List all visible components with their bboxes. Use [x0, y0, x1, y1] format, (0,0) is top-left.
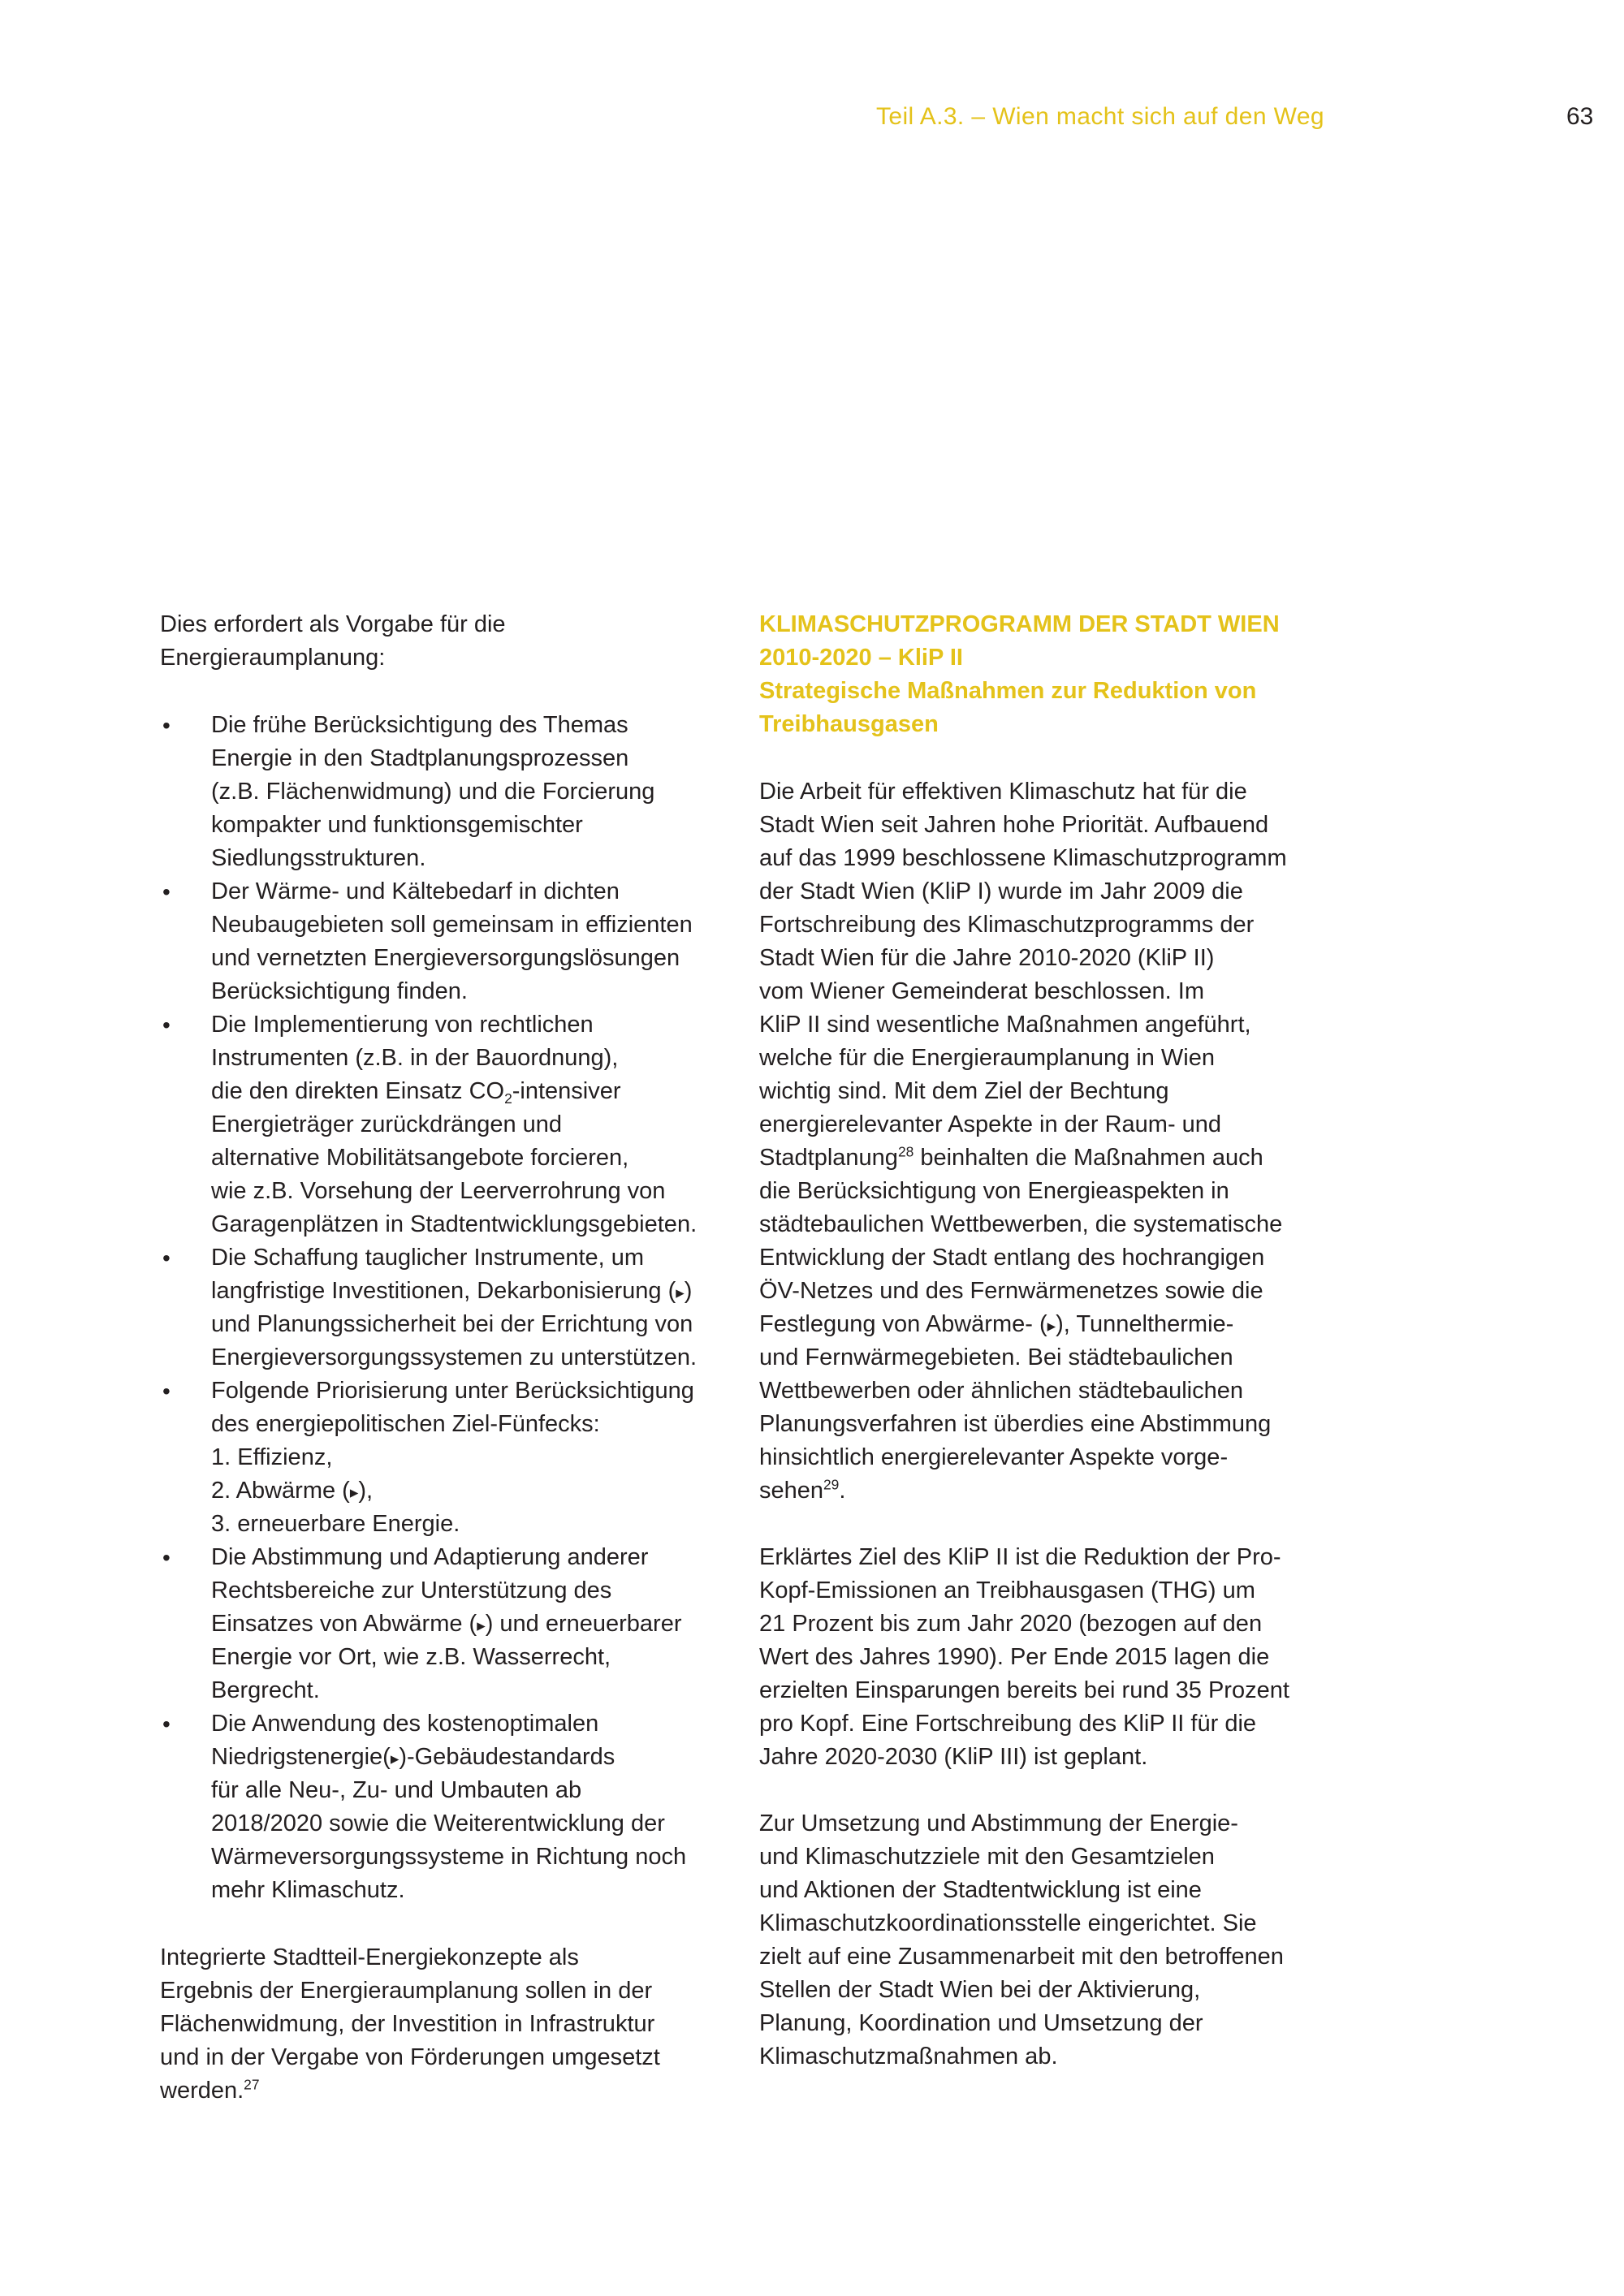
text-line: und Fernwärmegebieten. Bei städtebaulichen [759, 1344, 1233, 1370]
arrow-icon: ▸ [1047, 1317, 1056, 1336]
footnote-ref: 28 [897, 1143, 914, 1160]
footnote-ref: 29 [823, 1476, 840, 1493]
text-line: 2. Abwärme (▸), [211, 1478, 374, 1504]
text-line: Die Schaffung tauglicher Instrumente, um [211, 1245, 645, 1271]
bullet-marker: • [162, 713, 171, 738]
text-line: und Aktionen der Stadtentwicklung ist eine [759, 1877, 1202, 1903]
text-line: Festlegung von Abwärme- (▸), Tunnelthermie- [759, 1311, 1234, 1337]
bullet-marker: • [162, 1012, 171, 1038]
bullet-marker: • [162, 1711, 171, 1737]
text-line: Stadt Wien seit Jahren hohe Priorität. Aufbauend [759, 812, 1269, 838]
text-line: kompakter und funktionsgemischter [211, 812, 583, 838]
text-line: Folgende Priorisierung unter Berücksichtigung [211, 1378, 694, 1404]
text-line: Klimaschutzmaßnahmen ab. [759, 2044, 1058, 2069]
text-line: hinsichtlich energierelevanter Aspekte vorge- [759, 1444, 1229, 1470]
text-line: Siedlungsstrukturen. [211, 845, 426, 871]
heading-line: 2010-2020 – KliP II [759, 645, 963, 671]
text-line: energierelevanter Aspekte in der Raum- und [759, 1111, 1222, 1137]
text-line: Der Wärme- und Kältebedarf in dichten [211, 878, 620, 904]
text-line: Die Anwendung des kostenoptimalen [211, 1711, 599, 1737]
text-line: mehr Klimaschutz. [211, 1877, 405, 1903]
text-line: Energieraumplanung: [160, 645, 386, 671]
text-line: Kopf-Emissionen an Treibhausgasen (THG) um [759, 1577, 1255, 1603]
text-line: und Planungssicherheit bei der Errichtung von [211, 1311, 693, 1337]
text-line: vom Wiener Gemeinderat beschlossen. Im [759, 978, 1204, 1004]
text-line: städtebaulichen Wettbewerben, die systematische [759, 1211, 1283, 1237]
bullet-marker: • [162, 1245, 171, 1271]
page-number: 63 [1566, 103, 1594, 130]
text-line: die den direkten Einsatz $CO_2$-intensiver [211, 1078, 621, 1107]
text-line: 3. erneuerbare Energie. [211, 1511, 460, 1537]
text-line: (z.B. Flächenwidmung) und die Forcierung [211, 779, 655, 805]
text-line: 2018/2020 sowie die Weiterentwicklung der [211, 1810, 665, 1836]
text-line: die Berücksichtigung von Energieaspekten in [759, 1178, 1229, 1204]
text-line: sehen$^{29}$. [759, 1476, 846, 1504]
text-line: pro Kopf. Eine Fortschreibung des KliP II für die [759, 1711, 1257, 1737]
text-line: Instrumenten (z.B. in der Bauordnung), [211, 1045, 619, 1071]
text-line: Energie vor Ort, wie z.B. Wasserrecht, [211, 1644, 611, 1670]
text-line: für alle Neu-, Zu- und Umbauten ab [211, 1777, 582, 1803]
text-line: Berücksichtigung finden. [211, 978, 468, 1004]
text-line: erzielten Einsparungen bereits bei rund 35 Prozent [759, 1677, 1289, 1703]
text-line: Die frühe Berücksichtigung des Themas [211, 712, 628, 738]
text-line: KliP II sind wesentliche Maßnahmen angeführt, [759, 1012, 1251, 1038]
arrow-icon: ▸ [390, 1750, 400, 1768]
bullet-marker: • [162, 1545, 171, 1570]
text-line: Wert des Jahres 1990). Per Ende 2015 lagen die [759, 1644, 1270, 1670]
text-line: Zur Umsetzung und Abstimmung der Energie- [759, 1810, 1238, 1836]
bullet-marker: • [162, 879, 171, 904]
text-line: Stadtplanung$^{28}$ beinhalten die Maßnahmen auch [759, 1143, 1263, 1171]
text-line: welche für die Energieraumplanung in Wien [759, 1045, 1215, 1071]
text-line: 21 Prozent bis zum Jahr 2020 (bezogen auf den [759, 1611, 1263, 1637]
heading-line: Treibhausgasen [759, 711, 939, 737]
text-line: Energie in den Stadtplanungsprozessen [211, 745, 629, 771]
text-line: und Klimaschutzziele mit den Gesamtzielen [759, 1844, 1215, 1870]
text-line: Garagenplätzen in Stadtentwicklungsgebieten. [211, 1211, 698, 1237]
text-line: Flächenwidmung, der Investition in Infrastruktur [160, 2011, 655, 2037]
text-line: Erklärtes Ziel des KliP II ist die Reduktion der Pro- [759, 1544, 1281, 1570]
text-line: Planungsverfahren ist überdies eine Abstimmung [759, 1411, 1272, 1437]
text-line: 1. Effizienz, [211, 1444, 333, 1470]
subscript: 2 [504, 1090, 512, 1107]
text-line: Energieträger zurückdrängen und [211, 1111, 563, 1137]
text-line: Stadt Wien für die Jahre 2010-2020 (KliP II) [759, 945, 1215, 971]
text-line: auf das 1999 beschlossene Klimaschutzprogramm [759, 845, 1287, 871]
text-line: Dies erfordert als Vorgabe für die [160, 611, 506, 637]
text-line: ÖV-Netzes und des Fernwärmenetzes sowie die [759, 1278, 1263, 1304]
text-line: langfristige Investitionen, Dekarbonisierung (▸) [211, 1278, 693, 1304]
text-line: Neubaugebieten soll gemeinsam in effizienten [211, 912, 693, 938]
text-line: des energiepolitischen Ziel-Fünfecks: [211, 1411, 600, 1437]
text-line: Rechtsbereiche zur Unterstützung des [211, 1577, 612, 1603]
footnote-ref: 27 [244, 2076, 260, 2093]
text-line: Einsatzes von Abwärme (▸) und erneuerbarer [211, 1611, 682, 1637]
text-line: zielt auf eine Zusammenarbeit mit den betroffenen [759, 1944, 1284, 1970]
text-line: und vernetzten Energieversorgungslösungen [211, 945, 680, 971]
text-line: wichtig sind. Mit dem Ziel der Bechtung [759, 1078, 1169, 1104]
text-line: Fortschreibung des Klimaschutzprogramms der [759, 912, 1255, 938]
text-line: Integrierte Stadtteil-Energiekonzepte als [160, 1944, 579, 1970]
bullet-marker: • [162, 1379, 171, 1404]
text-line: wie z.B. Vorsehung der Leerverrohrung von [211, 1178, 666, 1204]
text-line: werden.$^{27}$ [160, 2076, 260, 2104]
text-line: und in der Vergabe von Förderungen umgesetzt [160, 2044, 660, 2070]
text-line: der Stadt Wien (KliP I) wurde im Jahr 2009 die [759, 878, 1243, 904]
text-line: Wärmeversorgungssysteme in Richtung noch [211, 1844, 687, 1870]
text-line: Entwicklung der Stadt entlang des hochrangigen [759, 1245, 1265, 1271]
text-line: Die Arbeit für effektiven Klimaschutz hat für die [759, 779, 1247, 805]
heading-line: KLIMASCHUTZPROGRAMM DER STADT WIEN [759, 611, 1280, 637]
arrow-icon: ▸ [349, 1483, 359, 1502]
text-line: Energieversorgungssystemen zu unterstützen. [211, 1344, 698, 1370]
section-title: Teil A.3. – Wien macht sich auf den Weg [876, 103, 1324, 130]
text-line: Klimaschutzkoordinationsstelle eingerichtet. Sie [759, 1910, 1257, 1936]
text-line: Ergebnis der Energieraumplanung sollen in der [160, 1978, 653, 2004]
text-line: Die Abstimmung und Adaptierung anderer [211, 1544, 649, 1570]
text-line: Die Implementierung von rechtlichen [211, 1012, 594, 1038]
text-line: Planung, Koordination und Umsetzung der [759, 2010, 1203, 2036]
text-line: Jahre 2020-2030 (KliP III) ist geplant. [759, 1744, 1148, 1770]
arrow-icon: ▸ [676, 1284, 685, 1302]
text-line: Bergrecht. [211, 1677, 320, 1703]
arrow-icon: ▸ [477, 1616, 486, 1635]
heading-line: Strategische Maßnahmen zur Reduktion von [759, 678, 1257, 704]
text-line: Wettbewerben oder ähnlichen städtebaulichen [759, 1378, 1243, 1404]
text-line: Niedrigstenergie(▸)-Gebäudestandards [211, 1744, 615, 1770]
text-line: Stellen der Stadt Wien bei der Aktivierung, [759, 1977, 1201, 2003]
text-line: alternative Mobilitätsangebote forcieren, [211, 1145, 629, 1171]
